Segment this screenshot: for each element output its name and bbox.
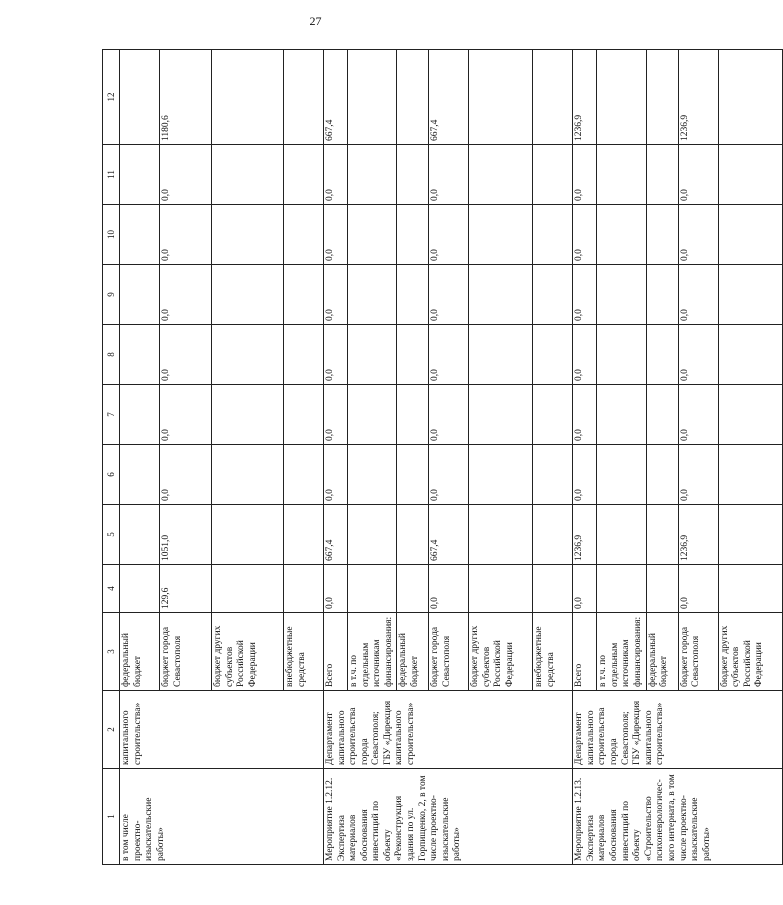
column-number: 8 bbox=[103, 325, 120, 385]
value-cell bbox=[469, 445, 533, 505]
value-cell bbox=[718, 325, 782, 385]
value-cell: 0,0 bbox=[160, 205, 212, 265]
value-cell: 667,4 bbox=[429, 505, 469, 565]
column-number: 11 bbox=[103, 145, 120, 205]
value-cell bbox=[646, 145, 678, 205]
funding-source-cell: федеральный бюджет bbox=[120, 613, 160, 691]
value-cell: 1180,6 bbox=[160, 50, 212, 145]
value-cell bbox=[120, 385, 160, 445]
value-cell bbox=[397, 445, 429, 505]
value-cell bbox=[397, 325, 429, 385]
value-cell bbox=[469, 205, 533, 265]
value-cell bbox=[469, 325, 533, 385]
value-cell bbox=[284, 505, 324, 565]
value-cell bbox=[718, 445, 782, 505]
value-cell bbox=[597, 145, 646, 205]
funding-source-cell: в т.ч. по отдельным источникам финансирования: bbox=[597, 613, 646, 691]
value-cell bbox=[212, 145, 284, 205]
value-cell bbox=[533, 565, 573, 613]
page-number: 27 bbox=[309, 14, 322, 28]
value-cell: 0,0 bbox=[324, 385, 348, 445]
value-cell bbox=[348, 565, 397, 613]
value-cell bbox=[212, 445, 284, 505]
table-row bbox=[120, 50, 160, 865]
executor-cell: капитального строительства» bbox=[120, 691, 324, 769]
value-cell bbox=[348, 445, 397, 505]
value-cell: 0,0 bbox=[324, 265, 348, 325]
funding-source-cell: бюджет города Севастополя bbox=[160, 613, 212, 691]
value-cell: 0,0 bbox=[678, 145, 718, 205]
value-cell: 0,0 bbox=[160, 385, 212, 445]
column-number: 9 bbox=[103, 265, 120, 325]
table-body bbox=[103, 50, 783, 865]
value-cell bbox=[397, 385, 429, 445]
value-cell bbox=[120, 505, 160, 565]
value-cell bbox=[646, 265, 678, 325]
funding-source-cell: федеральный бюджет bbox=[646, 613, 678, 691]
value-cell bbox=[397, 50, 429, 145]
value-cell bbox=[348, 505, 397, 565]
value-cell: 0,0 bbox=[160, 145, 212, 205]
value-cell bbox=[120, 445, 160, 505]
value-cell bbox=[120, 145, 160, 205]
value-cell bbox=[533, 505, 573, 565]
value-cell: 0,0 bbox=[160, 445, 212, 505]
value-cell bbox=[397, 565, 429, 613]
value-cell bbox=[597, 265, 646, 325]
value-cell bbox=[597, 565, 646, 613]
value-cell bbox=[718, 145, 782, 205]
value-cell bbox=[397, 145, 429, 205]
value-cell bbox=[397, 505, 429, 565]
value-cell bbox=[212, 265, 284, 325]
value-cell bbox=[120, 565, 160, 613]
value-cell bbox=[646, 325, 678, 385]
value-cell bbox=[533, 145, 573, 205]
value-cell bbox=[597, 325, 646, 385]
value-cell: 0,0 bbox=[429, 265, 469, 325]
value-cell bbox=[718, 385, 782, 445]
funding-source-cell: бюджет других субъектов Российской Федерации bbox=[212, 613, 284, 691]
value-cell: 0,0 bbox=[324, 565, 348, 613]
funding-source-cell: внебюджетные средства bbox=[533, 613, 573, 691]
value-cell: 0,0 bbox=[324, 325, 348, 385]
value-cell bbox=[284, 145, 324, 205]
funding-source-cell: бюджет города Севастополя bbox=[678, 613, 718, 691]
value-cell bbox=[212, 565, 284, 613]
value-cell bbox=[533, 385, 573, 445]
value-cell bbox=[533, 325, 573, 385]
value-cell: 0,0 bbox=[573, 565, 597, 613]
value-cell: 667,4 bbox=[324, 50, 348, 145]
value-cell bbox=[718, 265, 782, 325]
value-cell bbox=[646, 205, 678, 265]
value-cell bbox=[533, 265, 573, 325]
value-cell: 0,0 bbox=[429, 145, 469, 205]
value-cell: 0,0 bbox=[573, 265, 597, 325]
value-cell: 667,4 bbox=[429, 50, 469, 145]
value-cell bbox=[533, 50, 573, 145]
value-cell bbox=[469, 385, 533, 445]
value-cell bbox=[120, 205, 160, 265]
value-cell bbox=[646, 445, 678, 505]
column-number: 10 bbox=[103, 205, 120, 265]
value-cell bbox=[646, 505, 678, 565]
value-cell bbox=[469, 565, 533, 613]
value-cell bbox=[348, 265, 397, 325]
value-cell: 0,0 bbox=[573, 385, 597, 445]
value-cell bbox=[718, 565, 782, 613]
value-cell bbox=[120, 50, 160, 145]
column-number: 12 bbox=[103, 50, 120, 145]
value-cell: 667,4 bbox=[324, 505, 348, 565]
value-cell bbox=[469, 505, 533, 565]
value-cell: 0,0 bbox=[678, 265, 718, 325]
value-cell bbox=[597, 445, 646, 505]
value-cell: 0,0 bbox=[324, 445, 348, 505]
funding-source-cell: внебюджетные средства bbox=[284, 613, 324, 691]
value-cell bbox=[284, 265, 324, 325]
value-cell: 1236,9 bbox=[678, 505, 718, 565]
activity-cell: Мероприятие 1.2.13. Экспертиза материалов обоснования инвестиций по объекту «Строительство психоневрологичес-кого интерната, в том числе проектно-изыскательские работы» bbox=[573, 769, 782, 865]
value-cell bbox=[469, 50, 533, 145]
value-cell bbox=[120, 265, 160, 325]
value-cell bbox=[348, 145, 397, 205]
value-cell bbox=[646, 565, 678, 613]
value-cell bbox=[284, 565, 324, 613]
column-number: 5 bbox=[103, 505, 120, 565]
value-cell: 0,0 bbox=[678, 325, 718, 385]
column-number: 1 bbox=[103, 769, 120, 865]
value-cell bbox=[533, 445, 573, 505]
funding-source-cell: бюджет других субъектов Российской Федерации bbox=[469, 613, 533, 691]
funding-source-cell: бюджет других субъектов Российской Федерации bbox=[718, 613, 782, 691]
value-cell: 0,0 bbox=[160, 325, 212, 385]
value-cell bbox=[397, 205, 429, 265]
value-cell: 0,0 bbox=[573, 205, 597, 265]
value-cell bbox=[597, 205, 646, 265]
value-cell bbox=[397, 265, 429, 325]
value-cell bbox=[284, 50, 324, 145]
executor-cell: Департамент капитального строительства города Севастополя; ГБУ «Дирекция капитального строительства» bbox=[573, 691, 782, 769]
rotated-table-frame bbox=[102, 50, 765, 865]
value-cell: 1236,9 bbox=[573, 505, 597, 565]
column-number: 2 bbox=[103, 691, 120, 769]
value-cell: 0,0 bbox=[678, 385, 718, 445]
value-cell bbox=[718, 205, 782, 265]
table-row bbox=[573, 50, 597, 865]
value-cell bbox=[284, 445, 324, 505]
activity-cell: в том числе проектно-изыскательские работы» bbox=[120, 769, 324, 865]
value-cell: 1236,9 bbox=[573, 50, 597, 145]
value-cell: 0,0 bbox=[429, 445, 469, 505]
value-cell: 0,0 bbox=[678, 205, 718, 265]
value-cell bbox=[284, 325, 324, 385]
value-cell bbox=[212, 325, 284, 385]
value-cell bbox=[212, 385, 284, 445]
value-cell: 129,6 bbox=[160, 565, 212, 613]
funding-source-cell: Всего bbox=[573, 613, 597, 691]
value-cell bbox=[646, 385, 678, 445]
value-cell: 0,0 bbox=[573, 445, 597, 505]
value-cell: 0,0 bbox=[429, 325, 469, 385]
value-cell bbox=[284, 205, 324, 265]
activity-cell: Мероприятие 1.2.12. Экспертиза материалов обоснования инвестиций по объекту «Реконструкция здания по ул. Горпищенко, 2, в том числе проектно-изыскательские работы» bbox=[324, 769, 573, 865]
value-cell bbox=[718, 50, 782, 145]
value-cell: 1236,9 bbox=[678, 50, 718, 145]
value-cell bbox=[348, 50, 397, 145]
column-number: 7 bbox=[103, 385, 120, 445]
value-cell bbox=[348, 385, 397, 445]
column-number-row bbox=[103, 50, 120, 865]
value-cell: 0,0 bbox=[324, 205, 348, 265]
value-cell bbox=[469, 265, 533, 325]
value-cell bbox=[284, 385, 324, 445]
value-cell: 0,0 bbox=[429, 205, 469, 265]
value-cell: 0,0 bbox=[573, 145, 597, 205]
value-cell: 0,0 bbox=[573, 325, 597, 385]
value-cell bbox=[469, 145, 533, 205]
value-cell: 0,0 bbox=[429, 565, 469, 613]
funding-source-cell: в т.ч. по отдельным источникам финансирования: bbox=[348, 613, 397, 691]
value-cell: 1051,0 bbox=[160, 505, 212, 565]
value-cell bbox=[348, 325, 397, 385]
table-row bbox=[324, 50, 348, 865]
executor-cell: Департамент капитального строительства города Севастополя; ГБУ «Дирекция капитального строительства» bbox=[324, 691, 573, 769]
value-cell bbox=[718, 505, 782, 565]
funding-source-cell: федеральный бюджет bbox=[397, 613, 429, 691]
value-cell: 0,0 bbox=[678, 445, 718, 505]
column-number: 6 bbox=[103, 445, 120, 505]
value-cell: 0,0 bbox=[160, 265, 212, 325]
financing-table bbox=[102, 49, 783, 865]
value-cell bbox=[212, 505, 284, 565]
value-cell bbox=[646, 50, 678, 145]
value-cell bbox=[533, 205, 573, 265]
funding-source-cell: Всего bbox=[324, 613, 348, 691]
value-cell: 0,0 bbox=[678, 565, 718, 613]
column-number: 4 bbox=[103, 565, 120, 613]
value-cell bbox=[597, 50, 646, 145]
value-cell bbox=[212, 205, 284, 265]
value-cell bbox=[120, 325, 160, 385]
value-cell bbox=[348, 205, 397, 265]
value-cell bbox=[597, 505, 646, 565]
value-cell bbox=[212, 50, 284, 145]
funding-source-cell: бюджет города Севастополя bbox=[429, 613, 469, 691]
value-cell: 0,0 bbox=[324, 145, 348, 205]
value-cell bbox=[597, 385, 646, 445]
value-cell: 0,0 bbox=[429, 385, 469, 445]
column-number: 3 bbox=[103, 613, 120, 691]
